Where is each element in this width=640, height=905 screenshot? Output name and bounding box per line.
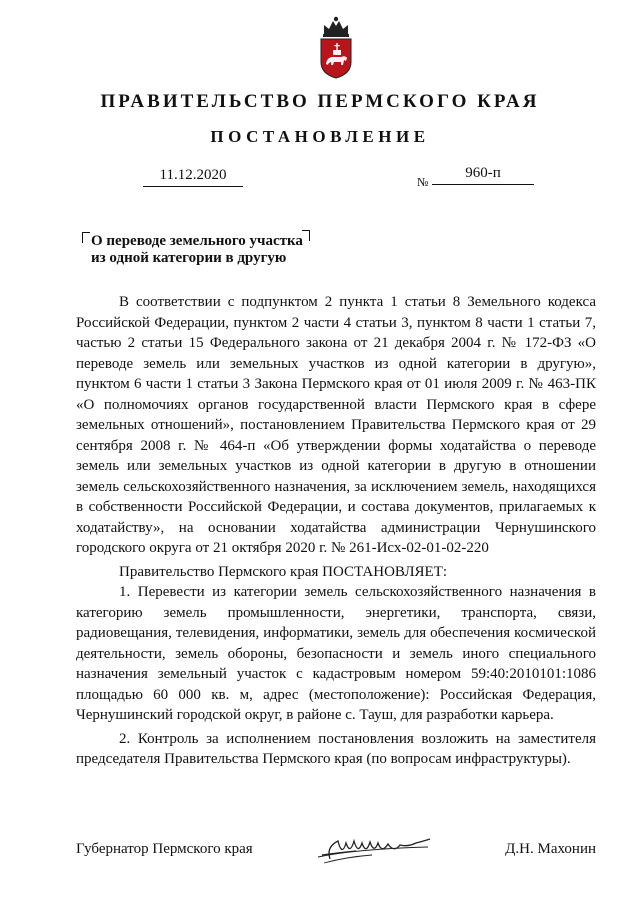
handwritten-signature (316, 829, 434, 869)
resolution-statement: Правительство Пермского края ПОСТАНОВЛЯЕТ: (119, 563, 448, 580)
document-body (76, 292, 596, 770)
signatory-name: Д.Н. Махонин (505, 841, 596, 857)
document-type: ПОСТАНОВЛЕНИЕ (210, 127, 430, 146)
subject-bracket-left (82, 232, 90, 243)
subject-bracket-right (302, 230, 310, 241)
preamble-paragraph: В соответствии с подпунктом 2 пункта 1 статьи 8 Земельного кодекса Российской Федерации, пунктом 2 части 4 статьи 3, пунктом 8 части 1 статьи 7, частью 2 статьи 15 Федерального закона от 21 декабря 2004 г. № 172-ФЗ «О переводе земель или земельных участков из одной категории в другую», пунктом 6 части 1 статьи 3 Закона Пермского края от 01 июля 2009 г. № 463-ПК «О полномочиях органов государственной власти Пермского края в сфере земельных отношений», постановлением Правительства Пермского края от 29 сентября 2008 г. № 464-п «Об утверждении формы ходатайства о переводе земель или земельных участков из одной категории в другую в отношении земель сельскохозяйственного назначения, за исключением земель, находящихся в собственности Российской Федерации, и состава документов, прилагаемых к ходатайству», на основании ходатайства администрации Чернушинского городского округа от 21 октября 2020 г. № 261-Исх-02-01-02-220 (76, 294, 596, 556)
coat-of-arms-icon (316, 14, 356, 80)
subject-line-1: О переводе земельного участка (91, 233, 303, 249)
signatory-title: Губернатор Пермского края (76, 841, 253, 857)
clause-2: 2. Контроль за исполнением постановления возложить на заместителя председателя Правительства Пермского края (по вопросам инфраструктуры). (76, 730, 596, 767)
document-number: 960-п (432, 165, 534, 185)
subject-line-2: из одной категории в другую (91, 250, 287, 266)
number-sign: № (417, 175, 429, 189)
document-date: 11.12.2020 (143, 167, 243, 187)
document-subject (91, 233, 303, 267)
clause-1: 1. Перевести из категории земель сельскохозяйственного назначения в категорию земель промышленности, энергетики, транспорта, связи, радиовещания, телевидения, информатики, земель для обеспечения космической деятельности, земель обороны, безопасности и земель иного специального назначения земельный участок с кадастровым номером 59:40:2010101:1086 площадью 60 000 кв. м, адрес (местоположение): Российская Федерация, Чернушинский городской округ, в районе с. Тауш, для разработки карьера. (76, 584, 596, 723)
government-title: ПРАВИТЕЛЬСТВО ПЕРМСКОГО КРАЯ (100, 91, 540, 112)
